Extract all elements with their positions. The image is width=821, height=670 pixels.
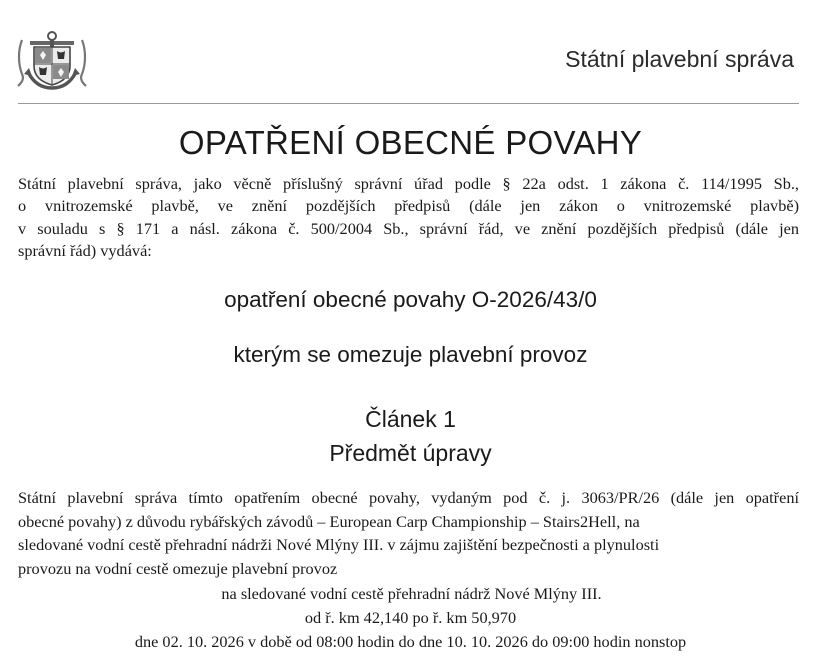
header-divider [18, 103, 799, 104]
article-title: Předmět úpravy [329, 440, 492, 466]
intro-line: správní řád) vydává: [18, 241, 152, 261]
body-line: Státní plavební správa tímto opatřením obecné povahy, vydaným pod č. j. 3063/PR/26 (dále jen opatření [18, 488, 799, 507]
body-line: sledované vodní cestě přehradní nádrži Nové Mlýny III. v zájmu zajištění bezpečnosti a plynulosti [18, 535, 660, 555]
measure-subject: kterým se omezuje plavební provoz [233, 342, 588, 367]
body-line: obecné povahy) z důvodu rybářských závodů – European Carp Championship – Stairs2Hell, na [18, 511, 640, 531]
document-title: OPATŘENÍ OBECNÉ POVAHY [178, 124, 643, 161]
body-line: provozu na vodní cestě omezuje plavební provoz [18, 558, 338, 578]
intro-line: o vnitrozemské plavbě, ve znění pozdějších předpisů (dále jen zákon o vnitrozemské plavbě) [18, 196, 799, 216]
article-number: Článek 1 [365, 406, 456, 432]
article-body [18, 486, 799, 580]
intro-paragraph [18, 173, 799, 263]
waterway-line: na sledované vodní cestě přehradní nádrž Nové Mlýny III. [221, 584, 602, 603]
restriction-period: dne 02. 10. 2026 v době od 08:00 hodin do dne 10. 10. 2026 do 09:00 hodin nonstop [134, 632, 687, 651]
state-emblem-anchor-icon [16, 30, 88, 92]
agency-name: Státní plavební správa [565, 46, 794, 72]
state-emblem-logo [16, 30, 88, 92]
river-km-range: od ř. km 42,140 po ř. km 50,970 [304, 608, 517, 627]
intro-line: Státní plavební správa, jako věcně příslušný správní úřad podle § 22a odst. 1 zákona č. 114/1995 Sb., [18, 174, 799, 193]
intro-line: v souladu s § 171 a násl. zákona č. 500/2004 Sb., správní řád, ve znění pozdějších předpisů (dále jen [18, 218, 799, 238]
measure-number: opatření obecné povahy O-2026/43/0 [224, 287, 597, 312]
